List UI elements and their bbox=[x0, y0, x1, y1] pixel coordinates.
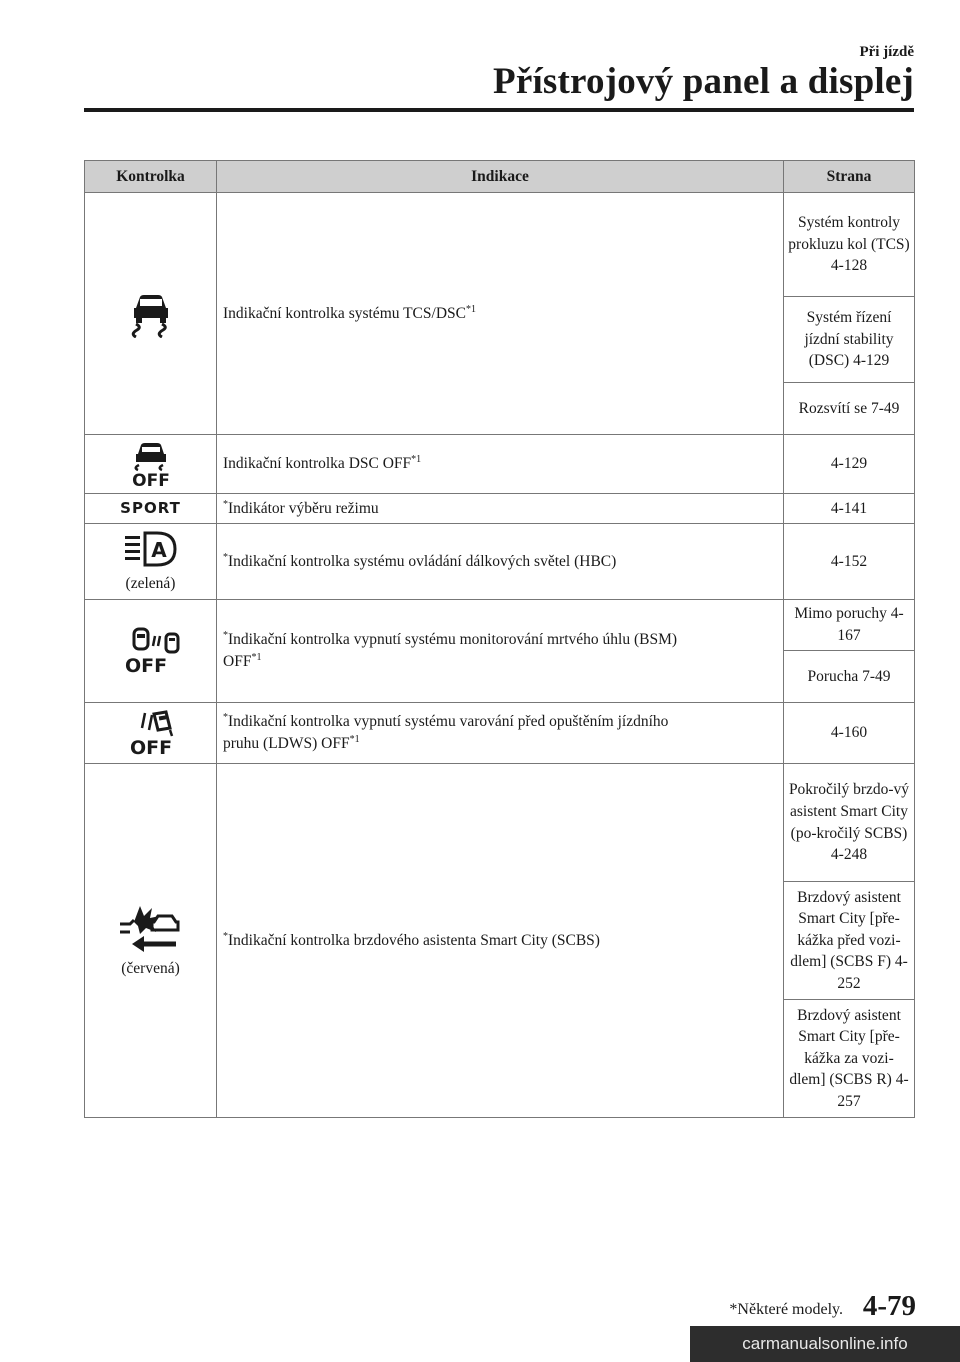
page-reference: 4-160 bbox=[784, 703, 915, 764]
sport-indicator-icon: SPORT bbox=[120, 498, 181, 517]
table-row bbox=[85, 193, 915, 297]
icon-cell bbox=[85, 193, 217, 435]
column-header-strana: Strana bbox=[784, 161, 915, 193]
icon-cell bbox=[85, 600, 217, 703]
table-row bbox=[85, 435, 915, 494]
header-rule bbox=[84, 108, 914, 112]
page-number: 4-79 bbox=[862, 1290, 916, 1322]
indication-text: *Indikační kontrolka systému ovládání dálkových světel (HBC) bbox=[217, 524, 784, 600]
indication-text: *Indikátor výběru režimu bbox=[217, 494, 784, 524]
icon-cell bbox=[85, 764, 217, 1118]
svg-text:OFF: OFF bbox=[129, 737, 172, 758]
column-header-indikace: Indikace bbox=[217, 161, 784, 193]
page-reference: Rozsvítí se 7-49 bbox=[784, 383, 915, 435]
indication-text: *Indikační kontrolka vypnutí systému varování před opuštěním jízdního pruhu (LDWS) OFF$^{*1}$ bbox=[217, 703, 784, 764]
icon-caption: (červená) bbox=[121, 959, 180, 977]
icon-cell bbox=[85, 524, 217, 600]
page-reference: 4-141 bbox=[784, 494, 915, 524]
table-header-row bbox=[85, 161, 915, 193]
icon-cell bbox=[85, 435, 217, 494]
section-label: Při jízdě bbox=[859, 44, 914, 60]
column-header-kontrolka: Kontrolka bbox=[85, 161, 217, 193]
page-reference: Mimo poruchy 4-167 bbox=[784, 600, 915, 651]
page-reference: Systém řízení jízdní stability (DSC) 4-129 bbox=[784, 297, 915, 383]
dsc-off-icon bbox=[122, 440, 180, 488]
page-title: Přístrojový panel a displej bbox=[493, 61, 914, 102]
indicator-table bbox=[84, 160, 915, 1118]
svg-text:OFF: OFF bbox=[124, 655, 167, 676]
watermark-link[interactable]: carmanualsonline.info bbox=[690, 1326, 960, 1362]
indication-text: *Indikační kontrolka vypnutí systému monitorování mrtvého úhlu (BSM) OFF$^{*1}$ bbox=[217, 600, 784, 703]
icon-cell bbox=[85, 494, 217, 524]
icon-cell bbox=[85, 703, 217, 764]
icon-caption: (zelená) bbox=[125, 574, 176, 592]
page-reference: Porucha 7-49 bbox=[784, 651, 915, 703]
page-reference: 4-129 bbox=[784, 435, 915, 494]
table-row bbox=[85, 703, 915, 764]
bsm-off-icon bbox=[120, 626, 182, 676]
scbs-icon bbox=[116, 902, 186, 954]
page-reference: Systém kontroly prokluzu kol (TCS) 4-128 bbox=[784, 193, 915, 297]
table-row bbox=[85, 524, 915, 600]
page-reference: Pokročilý brzdo-vý asistent Smart City (po-kročilý SCBS) 4-248 bbox=[784, 764, 915, 882]
indication-text: Indikační kontrolka DSC OFF$^{*1}$ bbox=[217, 435, 784, 494]
page-reference: Brzdový asistent Smart City [pře-kážka před vozi-dlem] (SCBS F) 4-252 bbox=[784, 882, 915, 1000]
indication-text: Indikační kontrolka systému TCS/DSC$^{*1}$ bbox=[217, 193, 784, 435]
footnote: *Některé modely. bbox=[729, 1301, 843, 1318]
tcs-dsc-indicator-icon bbox=[122, 290, 180, 338]
hbc-icon bbox=[121, 529, 181, 569]
page-reference: Brzdový asistent Smart City [pře-kážka za vozi-dlem] (SCBS R) 4-257 bbox=[784, 1000, 915, 1118]
page-reference: 4-152 bbox=[784, 524, 915, 600]
svg-text:OFF: OFF bbox=[131, 471, 170, 488]
table-row bbox=[85, 494, 915, 524]
ldws-off-icon bbox=[122, 708, 180, 758]
table-row bbox=[85, 764, 915, 882]
svg-text:A: A bbox=[150, 537, 167, 562]
table-row bbox=[85, 600, 915, 651]
indication-text: *Indikační kontrolka brzdového asistenta Smart City (SCBS) bbox=[217, 764, 784, 1118]
